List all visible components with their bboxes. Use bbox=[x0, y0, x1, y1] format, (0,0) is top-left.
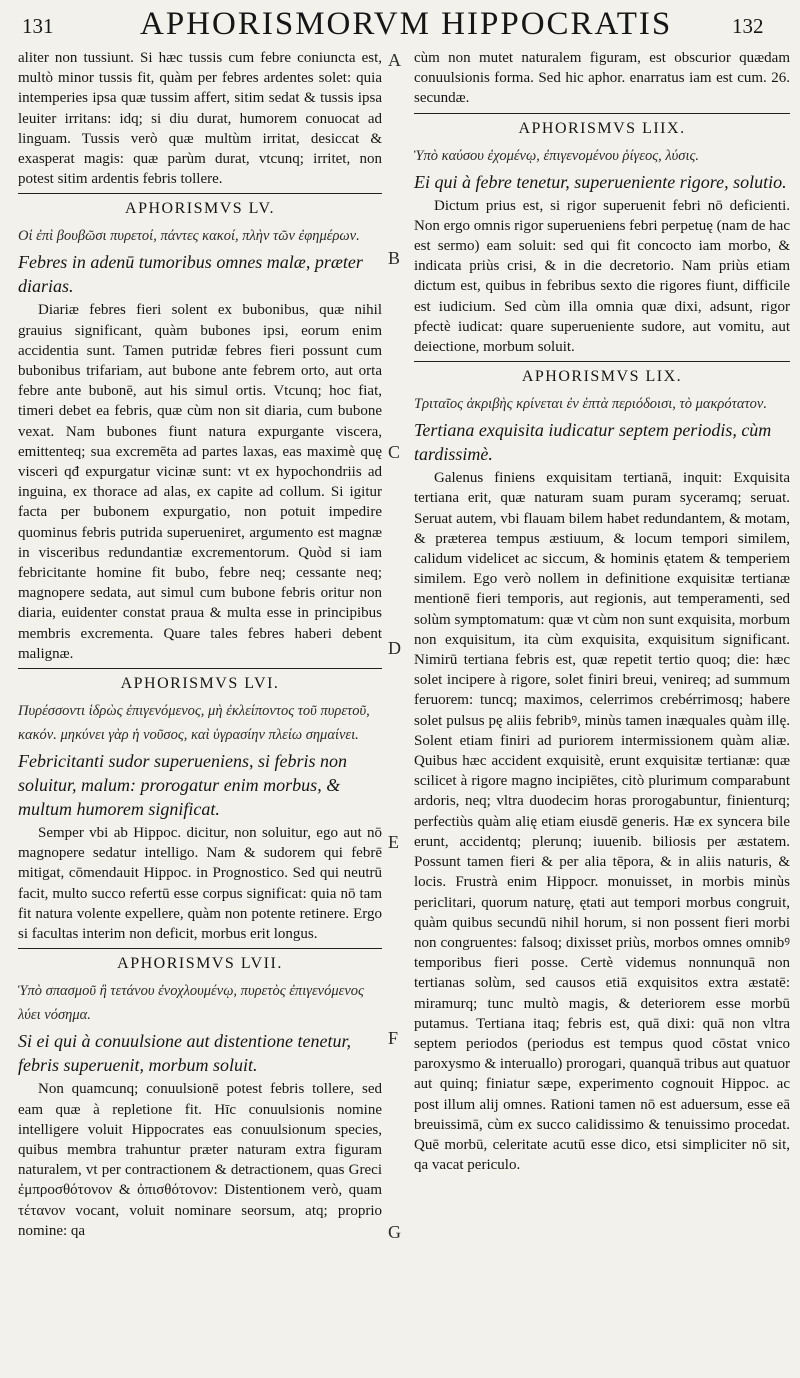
section-rule bbox=[18, 668, 382, 669]
commentary-58: Dictum prius est, si rigor superuenit febri nō deficienti. Non ergo omnis rigor superueniens febri perpetuę (nam de hac est sermo) eam soluit: sed qui fit concocto iam morbo, & indicata priùs crisi, & in die decretorio. Nam priùs etiam dictum est, quibus in febribus sexto die rigores fiunt, difficile est iudicium. Sed cùm illa omnia quæ dixi, adsunt, rigor pfectè iudicat: quare superueniente sudore, aut vomitu, aut deiectione, morbum soluit. bbox=[414, 197, 790, 356]
page-number-right: 132 bbox=[732, 14, 764, 38]
margin-letter-f: F bbox=[388, 1028, 399, 1048]
latin-aphorism-59: Tertiana exquisita iudicatur septem periodis, cùm tardissimè. bbox=[414, 420, 772, 465]
margin-letter-g: G bbox=[388, 1222, 401, 1242]
greek-text-58: Ὑπὸ καύσου ἐχομένῳ, ἐπιγενομένου ῥίγεος, λύσις. bbox=[414, 147, 699, 164]
greek-text-55: Οἱ ἐπὶ βουβῶσι πυρετοί, πάντες κακοί, πλὴν τῶν ἐφημέρων. bbox=[18, 228, 360, 245]
margin-letter-a: A bbox=[388, 50, 401, 70]
section-rule bbox=[18, 193, 382, 194]
latin-aphorism-56: Febricitanti sudor superueniens, si febris non soluitur, malum: prorogatur enim morbus, & multum humorem significat. bbox=[18, 751, 347, 820]
running-header bbox=[0, 0, 800, 48]
running-title: APHORISMORVM HIPPOCRATIS bbox=[140, 6, 673, 42]
right-column bbox=[414, 48, 790, 1175]
margin-letter-e: E bbox=[388, 832, 399, 852]
greek-text-57: Ὑπὸ σπασμοῦ ἢ τετάνου ἐνοχλουμένῳ, πυρετὸς ἐπιγενόμενος λύει νόσημα. bbox=[18, 983, 364, 1024]
latin-aphorism-58: Ei qui à febre tenetur, superueniente rigore, solutio. bbox=[414, 171, 787, 192]
continued-text: aliter non tussiunt. Si hæc tussis cum febre coniuncta est, multò minor tussis fit, quàm per febres ardentes solet: quia intemperies ipsa quæ tussim affert, sitim sedat & tussis ipsa leuiter irritans: idq; si diu durat, humorem conuocat ad linguam. Tussis verò quæ multùm irritat, desiccat & exasperat magis: quæ parùm durat, vtcunq; irritet, non potest sitim ardentis febris tollere. bbox=[18, 50, 382, 188]
greek-text-59: Τριταῖος ἀκριβὴς κρίνεται ἐν ἑπτὰ περιόδοισι, τὸ μακρότατον. bbox=[414, 396, 767, 413]
continued-text: cùm non mutet naturalem figuram, est obscurior quædam conuulsionis forma. Sed hic aphor. enarratus iam est cum. 26. secundæ. bbox=[414, 50, 790, 107]
section-rule bbox=[414, 361, 790, 362]
section-rule bbox=[18, 948, 382, 949]
commentary-59: Galenus finiens exquisitam tertianā, inquit: Exquisita tertiana erit, quæ naturam suam puram syceramq; seruat. Seruat autem, vbi flauam bilem habet redundantem, & motam, & præterea tempus æstiuum, & locum tempori similem, calidum videlicet ac siccum, & hominis ętatem & temperiem similem. Ego verò nollem in definitione exquisitæ tertianæ mentionē fieri temporis, aut regionis, aut temperamenti, sed solùm symptomatum: quæ vt cùm non sunt exquisita, morbum non exquisitum, ita cùm exquisita, exquisitum significant. Nimirū tertiana febris est, quæ repetit tertio quoq; die: hæc solet incipere à rigore, solet finiri breui, venireq; ad summum feruorem: tuncq; maximos, celerrimos crebérrimosq; habere solet pulsus pę aliis febribꝰ, minùs tamen inæquales quàm illę. Solent etiam finiri ad puriorem intermissionem quàm aliæ. Quibus hæc accident exquisitè, erunt exquisitæ tertianæ: quæ scilicet à rigore magno incipiētes, citò plurimum comparabunt ardoris, neq; vltra duodecim horas prorogabuntur, finienturq; perfectiùs quàm alię etiam eiusdē generis. Hæ ex syncera bile erunt, accidentq; plerunq; iuuenib. biliosis per æstatem. Possunt tamen fieri & per alia tēpora, & in aliis naturis, & locis. Frustrà enim Hippocr. monuisset, in morbis minùs periclitari, quorum naturę, ętati aut tempori morbus congruit, quàm quibus secundū nihil horum, si non possent fieri morbi non congruentes: falsoq; dixisset priùs, morbos omnes omnibꝰ temporibus fieri posse. Certè videmus nonnunquā non tertianas solùm, sed causos etiā exquisitos extra æstatē: miramurq; tunc multò magis, & deteriorem esse morbū putamus. Tertiana itaq; febris est, quā dixi: quā non vltra septem periodos (periodus est tempus quod cōstat vnico paroxysmo & interuallo) prorogari, quanquā tribus aut quatuor aut quinq; finiatur sæpe, experimento cognouit Hippoc. ac post illum alij omnes. Rationi tamen nō est aduersum, esse eā breuissimā, cùm ex succo calidissimo & tenuissimo procedat. Quē morbū, celeritate acutū esse dico, etsi simpliciter nō sit, qa vacat periculo. bbox=[414, 470, 790, 1174]
margin-letter-c: C bbox=[388, 442, 401, 462]
page-number-left: 131 bbox=[22, 14, 54, 38]
left-column bbox=[18, 48, 382, 1241]
aphorism-heading-57: APHORISMVS LVII. bbox=[117, 955, 283, 973]
aphorism-heading-58: APHORISMVS LIIX. bbox=[518, 119, 686, 137]
aphorism-heading-55: APHORISMVS LV. bbox=[125, 200, 275, 218]
latin-aphorism-57: Si ei qui à conuulsione aut distentione tenetur, febris superuenit, morbum soluit. bbox=[18, 1031, 351, 1076]
margin-letter-b: B bbox=[388, 248, 401, 268]
section-rule bbox=[414, 113, 790, 114]
commentary-56: Semper vbi ab Hippoc. dicitur, non soluitur, ego aut nō magnopere sedatur intelligo. Nam & sudorem qui febrē mitigat, cōmendauit Hippoc. in Prognostico. Sed qui neutrū facit, multo succo refertū esse corpus significat: quia nō tam fit natura volente expellere, quàm non potente retinere. Ergo si facultas interim non deficit, morbus erit longus. bbox=[18, 825, 382, 943]
aphorism-heading-59: APHORISMVS LIX. bbox=[521, 368, 683, 386]
commentary-55: Diariæ febres fieri solent ex bubonibus, quæ nihil grauius significant, quàm bubones ipsi, eorum enim accidentia sunt. Tamen putridæ febres fieri possunt cum bubonibus trifariam, aut bubone ante febrem orto, aut orta febre ante bubonē, aut his simul ortis. Vtcunq; hoc fiat, timeri debet ea febris, quæ cùm non sit diaria, cum bubone vexat. Nam bubones fiunt natura expurgante viscera, emittenteq; sua excremēta ad partes laxas, eas maximè quę visceri qđ expurgatur vicinæ sunt: vt ex hypochondriis ad inguina, ex thorace ad alas, ex capite ad collum. Si igitur facta per bubonem expurgatio, non potuit impedire quominus febris putrida superueniret, argumento est magnæ in visceribus redundantiæ excrementorum. Quòd si iam febricitante homine fit bubo, febre neq; cessante neq; magnopere sedata, aut simul cum bubone febris oritur non diaria, euidenter constat praua & multa esse in principibus membris excrementa. Quare tales febres haberi debent malignæ. bbox=[18, 302, 382, 662]
margin-letter-d: D bbox=[388, 638, 401, 658]
aphorism-heading-56: APHORISMVS LVI. bbox=[120, 675, 280, 693]
greek-text-56: Πυρέσσοντι ἱδρὼς ἐπιγενόμενος, μὴ ἐκλείποντος τοῦ πυρετοῦ, κακόν. μηκύνει γὰρ ἡ νοῦσος, καὶ ὑγρασίην πλείω σημαίνει. bbox=[18, 703, 370, 744]
commentary-57: Non quamcunq; conuulsionē potest febris tollere, sed eam quæ à repletione fit. Hīc conuulsionis nomine intelligere voluit Hippocrates eas conuulsionum species, quibus membra trahuntur præter naturam extra figuram naturalem, vt per contractionem & detractionem, quas Greci ἐμπροσθότονον & ὀπισθότονον: Distentionem verò, quam τέτανον vocant, voluit nominare seorsum, atq; proprio nomine: qa bbox=[18, 1081, 382, 1239]
latin-aphorism-55: Febres in adenū tumoribus omnes malæ, præter diarias. bbox=[18, 252, 363, 297]
